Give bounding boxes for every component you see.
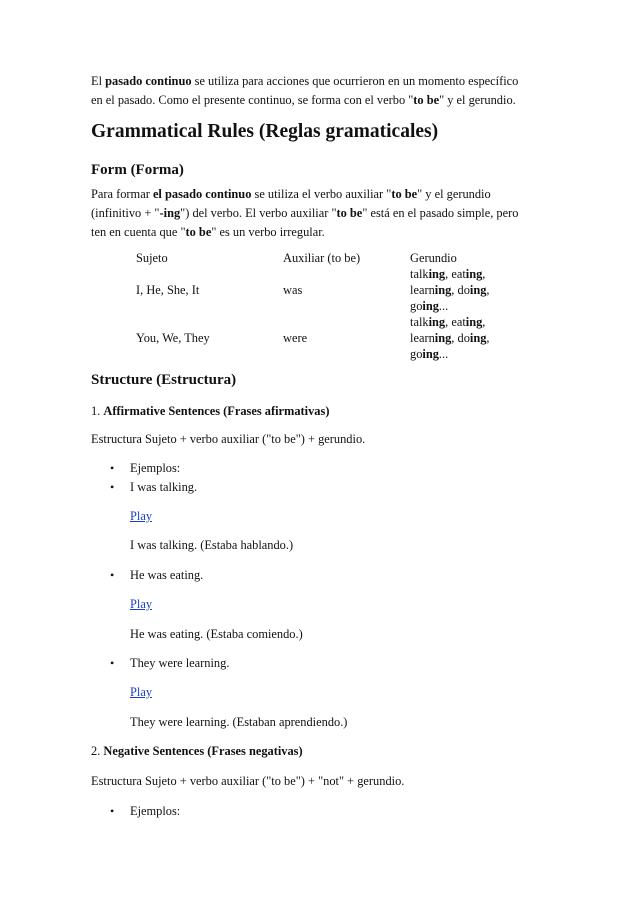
play-link[interactable]: Play bbox=[130, 685, 153, 699]
section-1-structure: Estructura Sujeto + verbo auxiliar ("to be") + gerundio. bbox=[91, 432, 366, 446]
table-cell-auxiliary: was bbox=[283, 283, 303, 297]
list-item: I was talking. bbox=[130, 480, 198, 494]
play-link[interactable]: Play bbox=[130, 597, 153, 611]
intro-line-2: en el pasado. Como el presente continuo, se forma con el verbo "to be" y el gerundio. bbox=[91, 93, 516, 107]
example-translation: He was eating. (Estaba comiendo.) bbox=[130, 627, 303, 641]
table-cell-gerund: talking, eating, learning, doing, going... bbox=[410, 315, 490, 361]
example-translation: They were learning. (Estaban aprendiendo.) bbox=[130, 715, 348, 729]
bullet-icon: • bbox=[110, 804, 115, 818]
list-item: They were learning. bbox=[130, 656, 230, 670]
list-item: He was eating. bbox=[130, 568, 204, 582]
section-2-structure: Estructura Sujeto + verbo auxiliar ("to be") + "not" + gerundio. bbox=[91, 774, 405, 788]
form-line-1: Para formar el pasado continuo se utiliza el verbo auxiliar "to be" y el gerundio bbox=[91, 187, 491, 201]
table-cell-subject: You, We, They bbox=[136, 331, 210, 345]
intro-line-1: El pasado continuo se utiliza para acciones que ocurrieron en un momento específico bbox=[91, 74, 519, 88]
table-cell-subject: I, He, She, It bbox=[136, 283, 200, 297]
structure-heading: Structure (Estructura) bbox=[91, 372, 237, 388]
example-translation: I was talking. (Estaba hablando.) bbox=[130, 538, 294, 552]
bullet-icon: • bbox=[110, 461, 115, 475]
section-2-title: 2. Negative Sentences (Frases negativas) bbox=[91, 744, 303, 758]
form-line-3: ten en cuenta que "to be" es un verbo irregular. bbox=[91, 225, 325, 239]
list-item: Ejemplos: bbox=[130, 804, 181, 818]
main-heading: Grammatical Rules (Reglas gramaticales) bbox=[91, 121, 439, 142]
conjugation-table bbox=[136, 250, 490, 362]
table-header-row bbox=[136, 250, 490, 266]
bullet-icon: • bbox=[110, 568, 115, 582]
table-header-cell: Gerundio bbox=[410, 251, 457, 265]
section-1-title: 1. Affirmative Sentences (Frases afirmativas) bbox=[91, 404, 330, 418]
form-heading: Form (Forma) bbox=[91, 162, 184, 178]
table-header-cell: Auxiliar (to be) bbox=[283, 251, 361, 265]
table-cell-gerund: talking, eating, learning, doing, going... bbox=[410, 267, 490, 313]
table-header-cell: Sujeto bbox=[136, 251, 168, 265]
table-row bbox=[136, 266, 490, 314]
table-cell-auxiliary: were bbox=[283, 331, 308, 345]
list-item: Ejemplos: bbox=[130, 461, 181, 475]
bullet-icon: • bbox=[110, 480, 115, 494]
bullet-icon: • bbox=[110, 656, 115, 670]
play-link[interactable]: Play bbox=[130, 509, 153, 523]
form-line-2: (infinitivo + "-ing") del verbo. El verbo auxiliar "to be" está en el pasado simple, pero bbox=[91, 206, 519, 220]
table-row bbox=[136, 314, 490, 362]
